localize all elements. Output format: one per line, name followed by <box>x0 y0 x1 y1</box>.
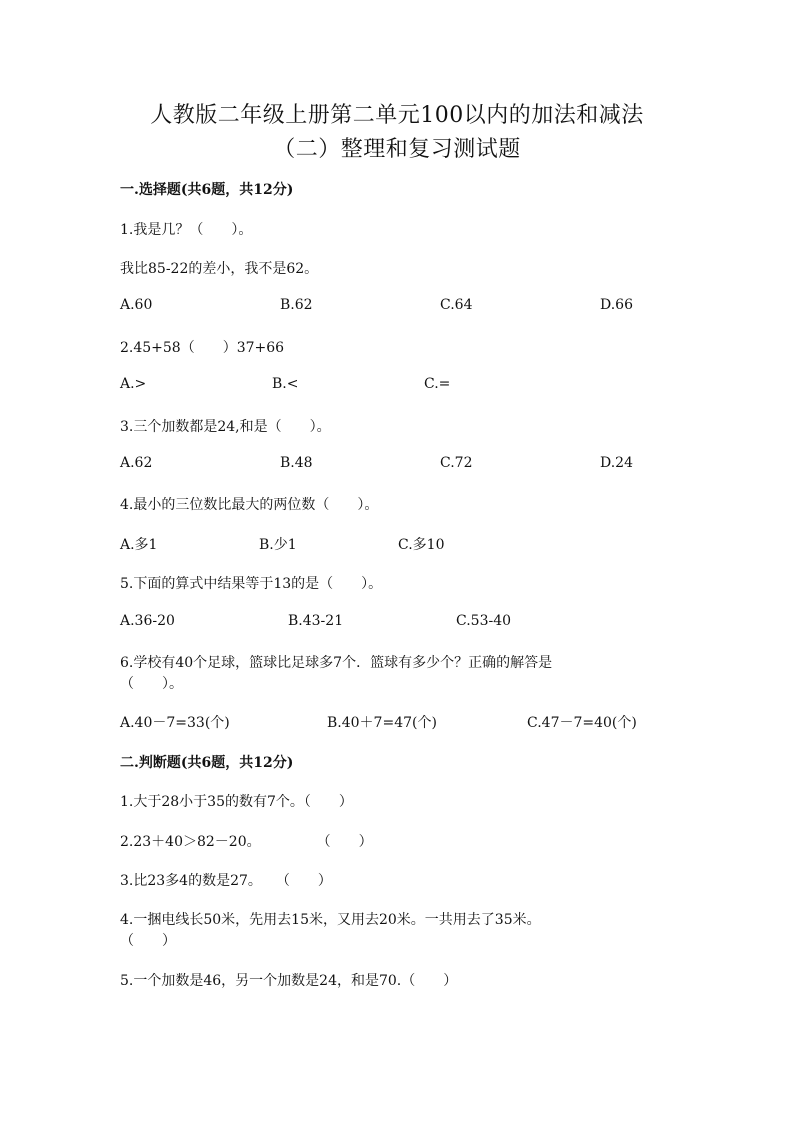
judgment-item: 1.大于28小于35的数有7个。（ ） <box>120 794 353 810</box>
option-a: A.62 <box>120 455 153 471</box>
option-c: C.64 <box>440 297 473 313</box>
judgment-item: 4.一捆电线长50米，先用去15米，又用去20米。一共用去了35米。 <box>120 912 541 928</box>
option-b: B.40＋7=47(个) <box>327 715 437 731</box>
option-b: B.43-21 <box>288 613 344 629</box>
question-text: 我比85-22的差小，我不是62。 <box>120 261 319 277</box>
judgment-item-continued: （ ） <box>120 933 176 949</box>
option-a: A.> <box>120 376 147 392</box>
option-c: C.72 <box>440 455 473 471</box>
option-b: B.少1 <box>259 537 297 553</box>
question-stem: 2.45+58（ ）37+66 <box>120 340 285 356</box>
option-b: B.62 <box>280 297 313 313</box>
option-d: D.66 <box>600 297 633 313</box>
judgment-item: 2.23＋40＞82－20。 （ ） <box>120 834 373 850</box>
question-stem-continued: （ ）。 <box>120 676 183 692</box>
option-a: A.多1 <box>120 537 158 553</box>
page-title-line1: 人教版二年级上册第二单元100以内的加法和减法 <box>150 103 644 128</box>
question-stem: 1.我是几？（ ）。 <box>120 222 253 238</box>
option-a: A.40－7=33(个) <box>120 715 230 731</box>
question-stem: 5.下面的算式中结果等于13的是（ ）。 <box>120 576 383 592</box>
judgment-item: 5.一个加数是46，另一个加数是24，和是70.（ ） <box>120 973 458 989</box>
option-a: A.36-20 <box>120 613 175 629</box>
section-heading-judgment: 二.判断题(共6题，共12分) <box>120 755 294 771</box>
option-c: C.多10 <box>398 537 445 553</box>
option-d: D.24 <box>600 455 633 471</box>
question-stem: 4.最小的三位数比最大的两位数（ ）。 <box>120 497 379 513</box>
section-heading-choice: 一.选择题(共6题，共12分) <box>120 182 294 198</box>
question-stem: 3.三个加数都是24,和是（ ）。 <box>120 419 331 435</box>
option-b: B.48 <box>280 455 313 471</box>
question-stem: 6.学校有40个足球，篮球比足球多7个．篮球有多少个？正确的解答是 <box>120 655 553 671</box>
option-b: B.< <box>272 376 299 392</box>
option-c: C.= <box>424 376 451 392</box>
option-c: C.53-40 <box>456 613 512 629</box>
judgment-item: 3.比23多4的数是27。 （ ） <box>120 873 332 889</box>
option-c: C.47－7=40(个) <box>527 715 637 731</box>
option-a: A.60 <box>120 297 153 313</box>
page-title-line2: （二）整理和复习测试题 <box>273 137 521 162</box>
